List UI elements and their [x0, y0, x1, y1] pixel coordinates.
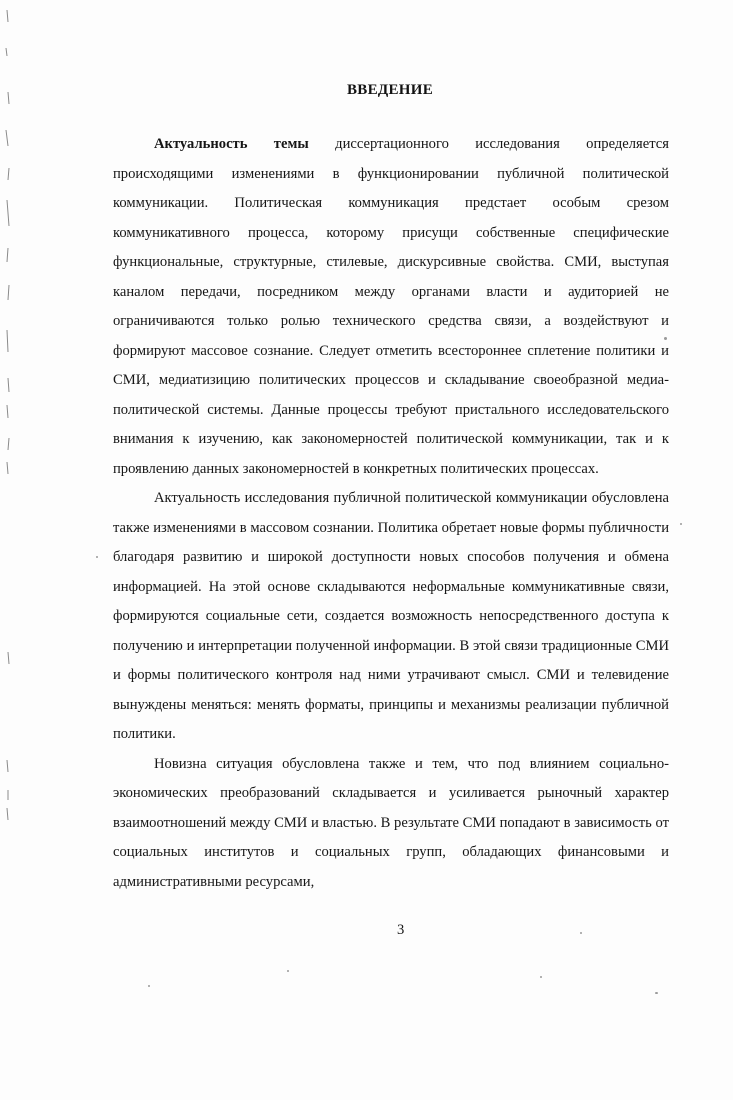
- scan-edge-noise: [0, 0, 34, 1100]
- scan-speck: [287, 970, 289, 972]
- scan-speck: [680, 523, 682, 525]
- paragraph-3: [113, 750, 669, 898]
- document-heading: ВВЕДЕНИЕ: [346, 82, 434, 98]
- paragraph-2-text: Актуальность исследования публичной политической коммуникации обусловлена также изменениями в массовом сознании. Политика обретает новые формы публичности благодаря развитию и широкой доступности новых способов получения и обмена информацией. На этой основе складываются неформальные коммуникативные связи, формируются социальные сети, создается возможность непосредственного доступа к получению и интерпретации полученной информации. В этой связи традиционные СМИ и формы политического контроля над ними утрачивают смысл. СМИ и телевидение вынуждены меняться: менять форматы, принципы и механизмы реализации публичной политики.: [113, 490, 669, 742]
- paragraph-3-text: Новизна ситуация обусловлена также и тем, что под влиянием социально-экономических преобразований складывается и усиливается рыночный характер взаимоотношений между СМИ и властью. В результате СМИ попадают в зависимость от социальных институтов и социальных групп, обладающих финансовыми и административными ресурсами,: [113, 755, 669, 890]
- paragraph-1-lead: Актуальность темы: [154, 136, 309, 152]
- scan-speck: [664, 337, 667, 340]
- document-body: [113, 130, 669, 897]
- scan-speck: [540, 976, 542, 978]
- page-number: 3: [397, 922, 405, 938]
- paragraph-1: [113, 130, 669, 484]
- scan-speck: [655, 992, 658, 994]
- scan-speck: [96, 556, 98, 558]
- paragraph-2: [113, 484, 669, 750]
- scan-speck: [148, 985, 150, 987]
- paragraph-1-text: диссертационного исследования определяется происходящими изменениями в функционировании публичной политической коммуникации. Политическая коммуникация предстает особым срезом коммуникативного процесса, которому присущи собственные специфические функциональные, структурные, стилевые, дискурсивные свойства. СМИ, выступая каналом передачи, посредником между органами власти и аудиторией не ограничиваются только ролью технического средства связи, а воздействуют и формируют массовое сознание. Следует отметить всестороннее сплетение политики и СМИ, медиатизицию политических процессов и складывание своеобразной медиа-политической системы. Данные процессы требуют пристального исследовательского внимания к изучению, как закономерностей политической коммуникации, так и к проявлению данных закономерностей в конкретных политических процессах.: [113, 136, 669, 477]
- scan-speck: [580, 932, 582, 934]
